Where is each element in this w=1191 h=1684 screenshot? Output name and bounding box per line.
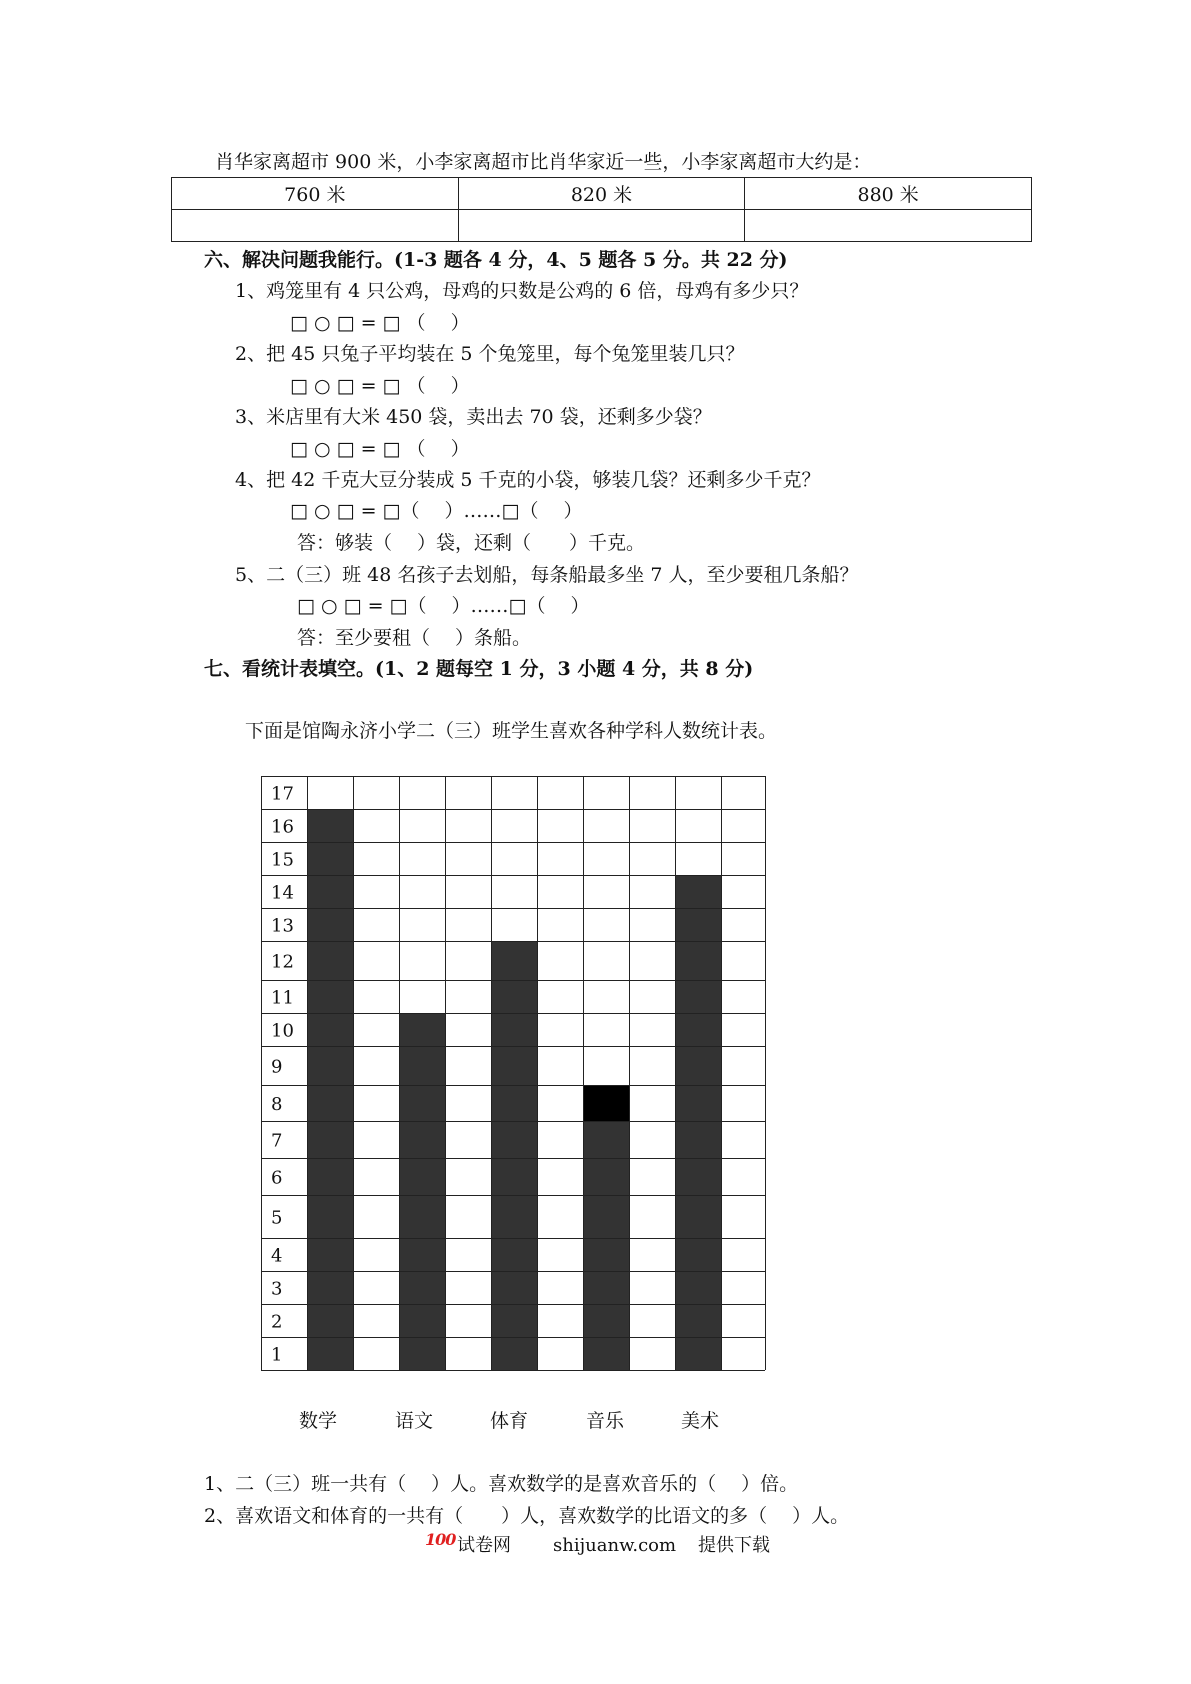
- choice-answer-2[interactable]: [458, 210, 745, 242]
- bar-pe: [491, 941, 537, 1370]
- footer-url[interactable]: shijuanw.com: [553, 1535, 677, 1556]
- choice-option-3[interactable]: 880 米: [745, 178, 1032, 210]
- y-tick-label: 15: [271, 849, 294, 871]
- choice-option-1[interactable]: 760 米: [172, 178, 459, 210]
- y-tick-label: 6: [271, 1167, 283, 1189]
- choice-answer-1[interactable]: [172, 210, 459, 242]
- y-tick-label: 2: [271, 1311, 283, 1333]
- s6-question-3: 3、米店里有大米 450 袋，卖出去 70 袋，还剩多少袋？: [235, 406, 712, 428]
- subject-bar-chart: [261, 776, 766, 1375]
- s6-answer-5[interactable]: 答：至少要租（ ）条船。: [297, 627, 532, 649]
- y-tick-label: 17: [271, 783, 294, 805]
- y-tick-label: 11: [271, 987, 294, 1009]
- s6-equation-1[interactable]: □ ○ □ = □ （ ）: [290, 312, 470, 334]
- x-label-art: 美术: [681, 1410, 720, 1432]
- s6-answer-4[interactable]: 答：够装（ ）袋，还剩（ ）千克。: [297, 532, 646, 554]
- y-tick-label: 5: [271, 1207, 283, 1229]
- s6-question-5: 5、二（三）班 48 名孩子去划船，每条船最多坐 7 人，至少要租几条船？: [235, 564, 859, 586]
- s6-equation-3[interactable]: □ ○ □ = □ （ ）: [290, 438, 470, 460]
- section6-title: 六、解决问题我能行。(1-3 题各 4 分，4、5 题各 5 分。共 22 分): [204, 249, 788, 271]
- s6-question-2: 2、把 45 只兔子平均装在 5 个兔笼里，每个兔笼里装几只？: [235, 343, 745, 365]
- y-tick-label: 3: [271, 1278, 283, 1300]
- s6-question-4: 4、把 42 千克大豆分装成 5 千克的小袋，够装几袋？还剩多少千克？: [235, 469, 821, 491]
- chart-intro: 下面是馆陶永济小学二（三）班学生喜欢各种学科人数统计表。: [245, 720, 778, 742]
- x-label-pe: 体育: [490, 1410, 529, 1432]
- x-label-music: 音乐: [586, 1410, 625, 1432]
- s6-equation-2[interactable]: □ ○ □ = □ （ ）: [290, 375, 470, 397]
- y-tick-label: 7: [271, 1130, 283, 1152]
- y-tick-label: 9: [271, 1056, 283, 1078]
- y-tick-label: 14: [271, 882, 294, 904]
- y-tick-label: 1: [271, 1344, 283, 1366]
- y-tick-label: 12: [271, 951, 294, 973]
- footer-note: 提供下载: [698, 1535, 770, 1556]
- site-logo: 100: [425, 1530, 456, 1549]
- section7-title: 七、看统计表填空。(1、2 题每空 1 分，3 小题 4 分，共 8 分): [204, 658, 754, 680]
- choice-option-2[interactable]: 820 米: [458, 178, 745, 210]
- x-label-chinese: 语文: [395, 1410, 434, 1432]
- y-tick-label: 16: [271, 816, 294, 838]
- bar-chinese: [399, 1013, 445, 1370]
- footer-site-name: 试卷网: [457, 1535, 511, 1556]
- bar-math: [307, 809, 353, 1370]
- distance-question: 肖华家离超市 900 米，小李家离超市比肖华家近一些，小李家离超市大约是：: [215, 151, 872, 173]
- choice-table: [171, 177, 1032, 242]
- x-label-math: 数学: [299, 1410, 338, 1432]
- y-tick-label: 4: [271, 1245, 283, 1267]
- s6-equation-5[interactable]: □ ○ □ = □（ ）……□（ ）: [297, 595, 590, 617]
- s7-question-2: 2、喜欢语文和体育的一共有（ ）人，喜欢数学的比语文的多（ ）人。: [204, 1505, 850, 1527]
- y-tick-label: 13: [271, 915, 294, 937]
- bar-art: [675, 875, 721, 1370]
- s6-equation-4[interactable]: □ ○ □ = □（ ）……□（ ）: [290, 500, 583, 522]
- y-tick-label: 8: [271, 1094, 283, 1115]
- choice-answer-3[interactable]: [745, 210, 1032, 242]
- s6-question-1: 1、鸡笼里有 4 只公鸡，母鸡的只数是公鸡的 6 倍，母鸡有多少只？: [235, 280, 809, 302]
- s7-question-1: 1、二（三）班一共有（ ）人。喜欢数学的是喜欢音乐的（ ）倍。: [204, 1473, 799, 1495]
- y-tick-label: 10: [271, 1020, 294, 1042]
- bar-music-top: [583, 1085, 629, 1121]
